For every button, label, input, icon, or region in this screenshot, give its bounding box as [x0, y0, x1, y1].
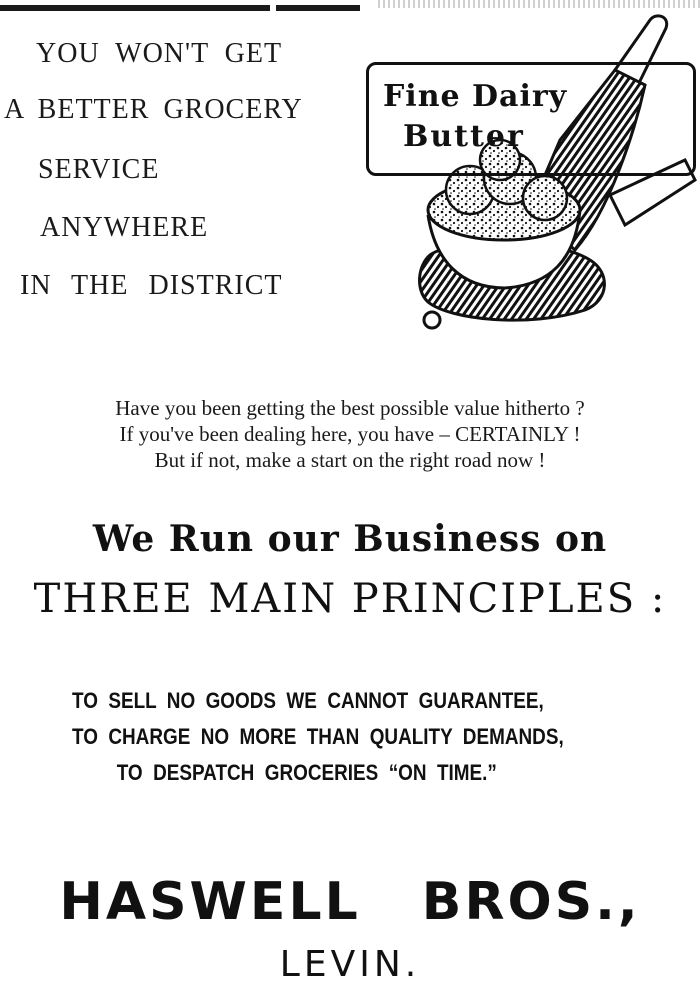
intro-line: If you've been dealing here, you have – CERTAINLY ! [119, 422, 581, 446]
butter-label-line: Butter [403, 119, 525, 154]
butter-label-line: Fine Dairy [383, 79, 568, 114]
principle-item: TO SELL NO GOODS WE CANNOT GUARANTEE, [72, 688, 544, 713]
principle-item: TO DESPATCH GROCERIES “ON TIME.” [116, 760, 497, 785]
firm-name: HASWELL BROS., [59, 872, 641, 932]
principles-heading: THREE MAIN PRINCIPLES : [33, 576, 667, 622]
top-faint-text [378, 0, 700, 8]
intro-line: But if not, make a start on the right road now ! [154, 448, 546, 472]
headline-line: A BETTER GROCERY [4, 94, 303, 125]
headline-line: YOU WON'T GET [36, 38, 283, 69]
top-rule [0, 5, 360, 11]
top-rule-gap [270, 5, 276, 11]
principles-list [72, 683, 597, 791]
headline-line: SERVICE [38, 154, 160, 185]
headline-line: IN THE DISTRICT [20, 270, 283, 301]
firm-town: LEVIN. [279, 944, 421, 985]
principles-title: We Run our Business on [92, 518, 608, 560]
butter-illustration [360, 10, 700, 340]
intro-text [0, 395, 700, 473]
butter-label [366, 62, 696, 176]
intro-line: Have you been getting the best possible value hitherto ? [115, 396, 585, 420]
headline-line: ANYWHERE [40, 212, 209, 243]
principle-item: TO CHARGE NO MORE THAN QUALITY DEMANDS, [72, 724, 564, 749]
